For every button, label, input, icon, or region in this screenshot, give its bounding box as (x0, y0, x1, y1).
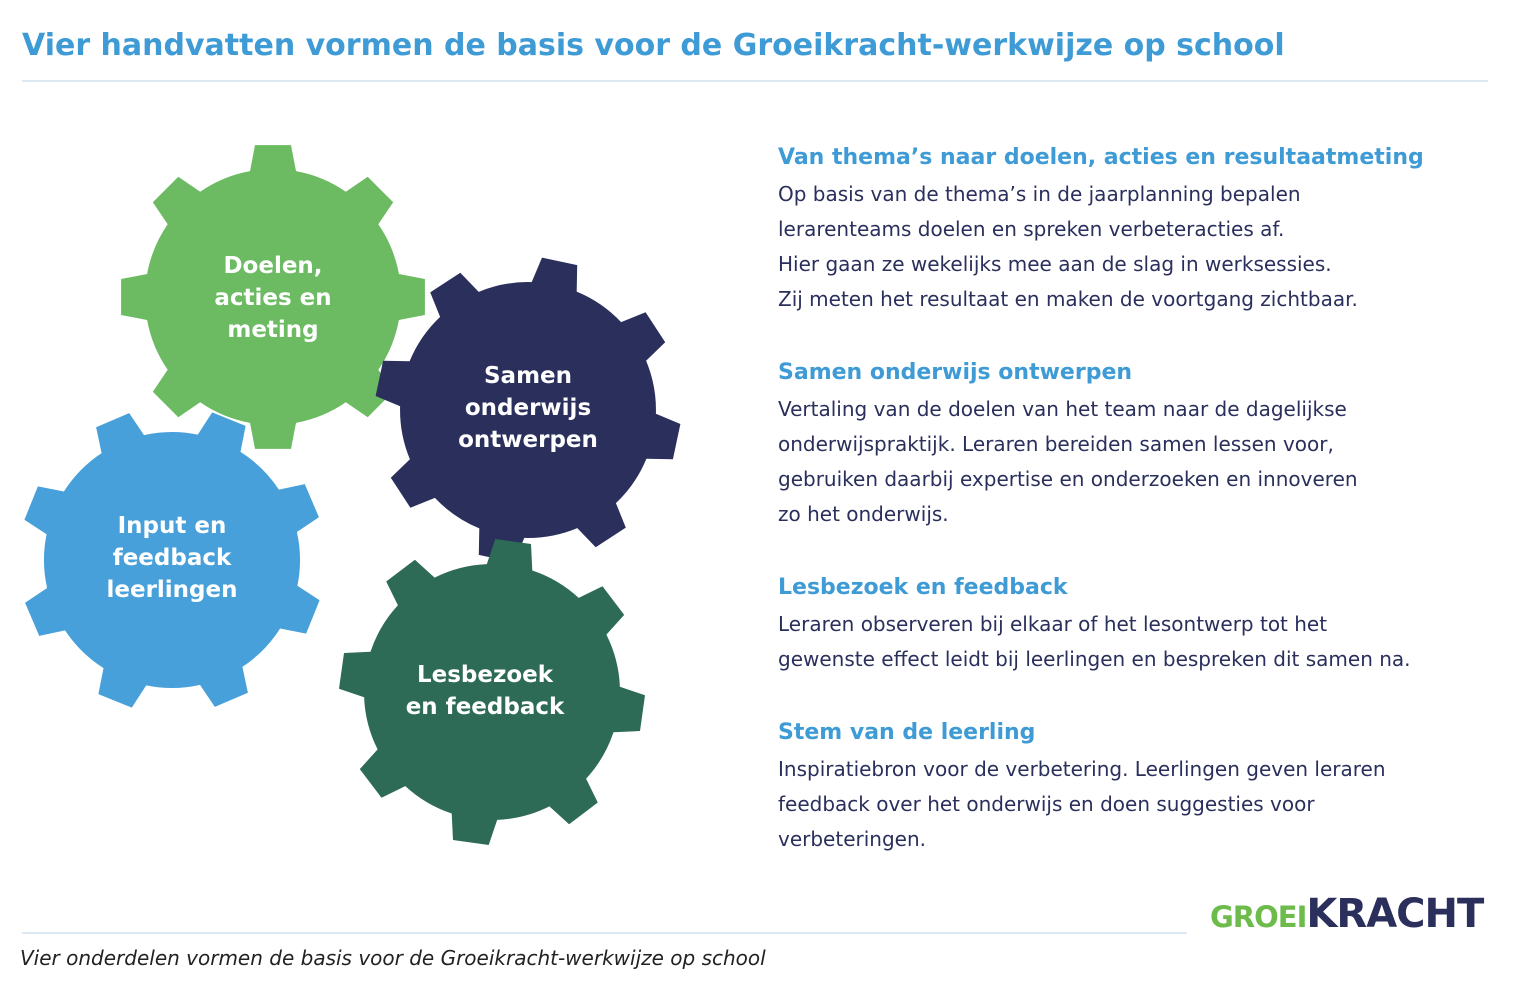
gears-diagram (0, 0, 760, 880)
section-heading: Stem van de leerling (778, 720, 1036, 745)
groeikracht-logo: GROEIKRACHT (1210, 891, 1484, 937)
section-body: Op basis van de thema’s in de jaarplanning bepalen lerarenteams doelen en spreken verbeteracties af. Hier gaan ze wekelijks mee aan de slag in werksessies. Zij meten het resultaat en maken de voortgang zichtbaar. (778, 182, 1358, 311)
section-heading: Lesbezoek en feedback (778, 575, 1068, 600)
gear-label-samen: Samen onderwijs ontwerpen (458, 363, 598, 453)
gear-label-input: Input en feedback leerlingen (106, 513, 238, 603)
section-body: Leraren observeren bij elkaar of het lesontwerp tot het gewenste effect leidt bij leerlingen en bespreken dit samen na. (778, 612, 1411, 671)
section-samen-ontwerpen (778, 358, 1498, 532)
section-themas (778, 143, 1498, 317)
section-stem-leerling (778, 718, 1498, 857)
section-heading: Van thema’s naar doelen, acties en resultaatmeting (778, 145, 1424, 170)
footer-divider (22, 932, 1187, 934)
section-lesbezoek (778, 573, 1498, 677)
section-heading: Samen onderwijs ontwerpen (778, 360, 1133, 385)
figure-caption: Vier onderdelen vormen de basis voor de Groeikracht-werkwijze op school (20, 946, 766, 970)
gear-label-lesbezoek: Lesbezoek en feedback (405, 662, 565, 720)
section-body: Inspiratiebron voor de verbetering. Leerlingen geven leraren feedback over het onderwijs en doen suggesties voor verbeteringen. (778, 757, 1386, 851)
section-body: Vertaling van de doelen van het team naar de dagelijkse onderwijspraktijk. Leraren bereiden samen lessen voor, gebruiken daarbij expertise en onderzoeken en innoveren zo het onderwijs. (778, 397, 1358, 526)
page-title: Vier handvatten vormen de basis voor de Groeikracht-werkwijze op school (22, 28, 1285, 63)
gear-label-doelen: Doelen, acties en meting (214, 253, 332, 343)
